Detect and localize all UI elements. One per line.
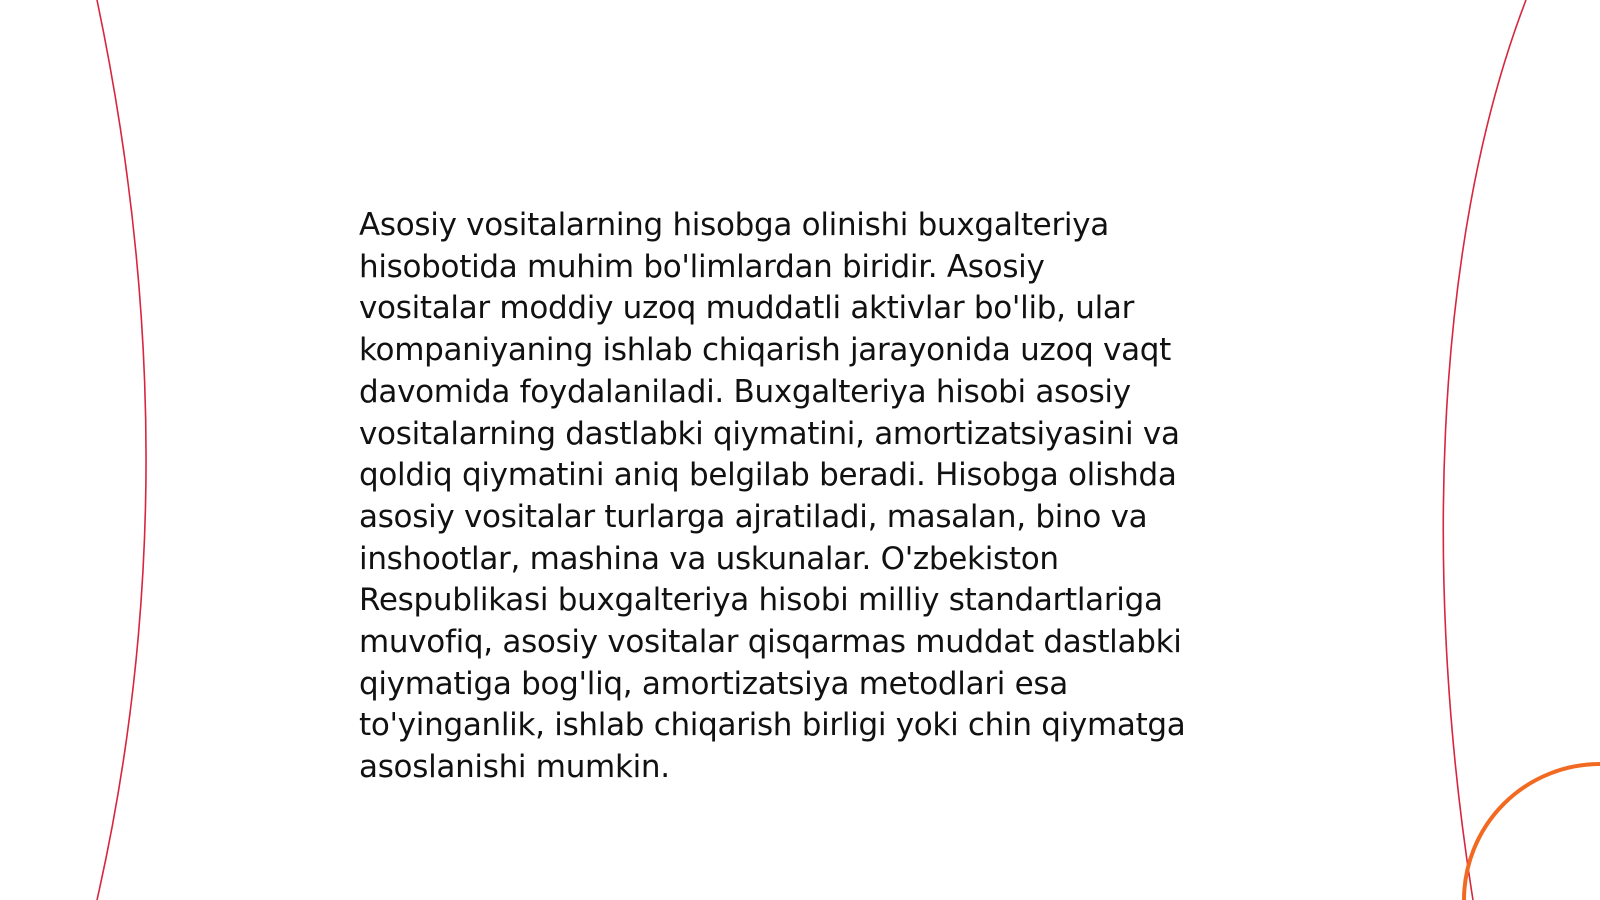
body-paragraph: Asosiy vositalarning hisobga olinishi buxgalteriya hisobotida muhim bo'limlardan biridir. Asosiy vositalar moddiy uzoq muddatli aktivlar bo'lib, ular kompaniyaning ishlab chiqarish jarayonida uzoq vaqt davomida foydalaniladi. Buxgalteriya hisobi asosiy vositalarning dastlabki qiymatini, amortizatsiyasini va qoldiq qiymatini aniq belgilab beradi. Hisobga olishda asosiy vositalar turlarga ajratiladi, masalan, bino va inshootlar, mashina va uskunalar. O'zbekiston Respublikasi buxgalteriya hisobi milliy standartlariga muvofiq, asosiy vositalar qisqarmas muddat dastlabki qiymatiga bog'liq, amortizatsiya metodlari esa to'yinganlik, ishlab chiqarish birligi yoki chin qiymatga asoslanishi mumkin.	[359, 207, 1186, 786]
corner-arc	[1464, 764, 1600, 900]
right-curve	[1443, 0, 1526, 900]
left-curve	[97, 0, 146, 900]
